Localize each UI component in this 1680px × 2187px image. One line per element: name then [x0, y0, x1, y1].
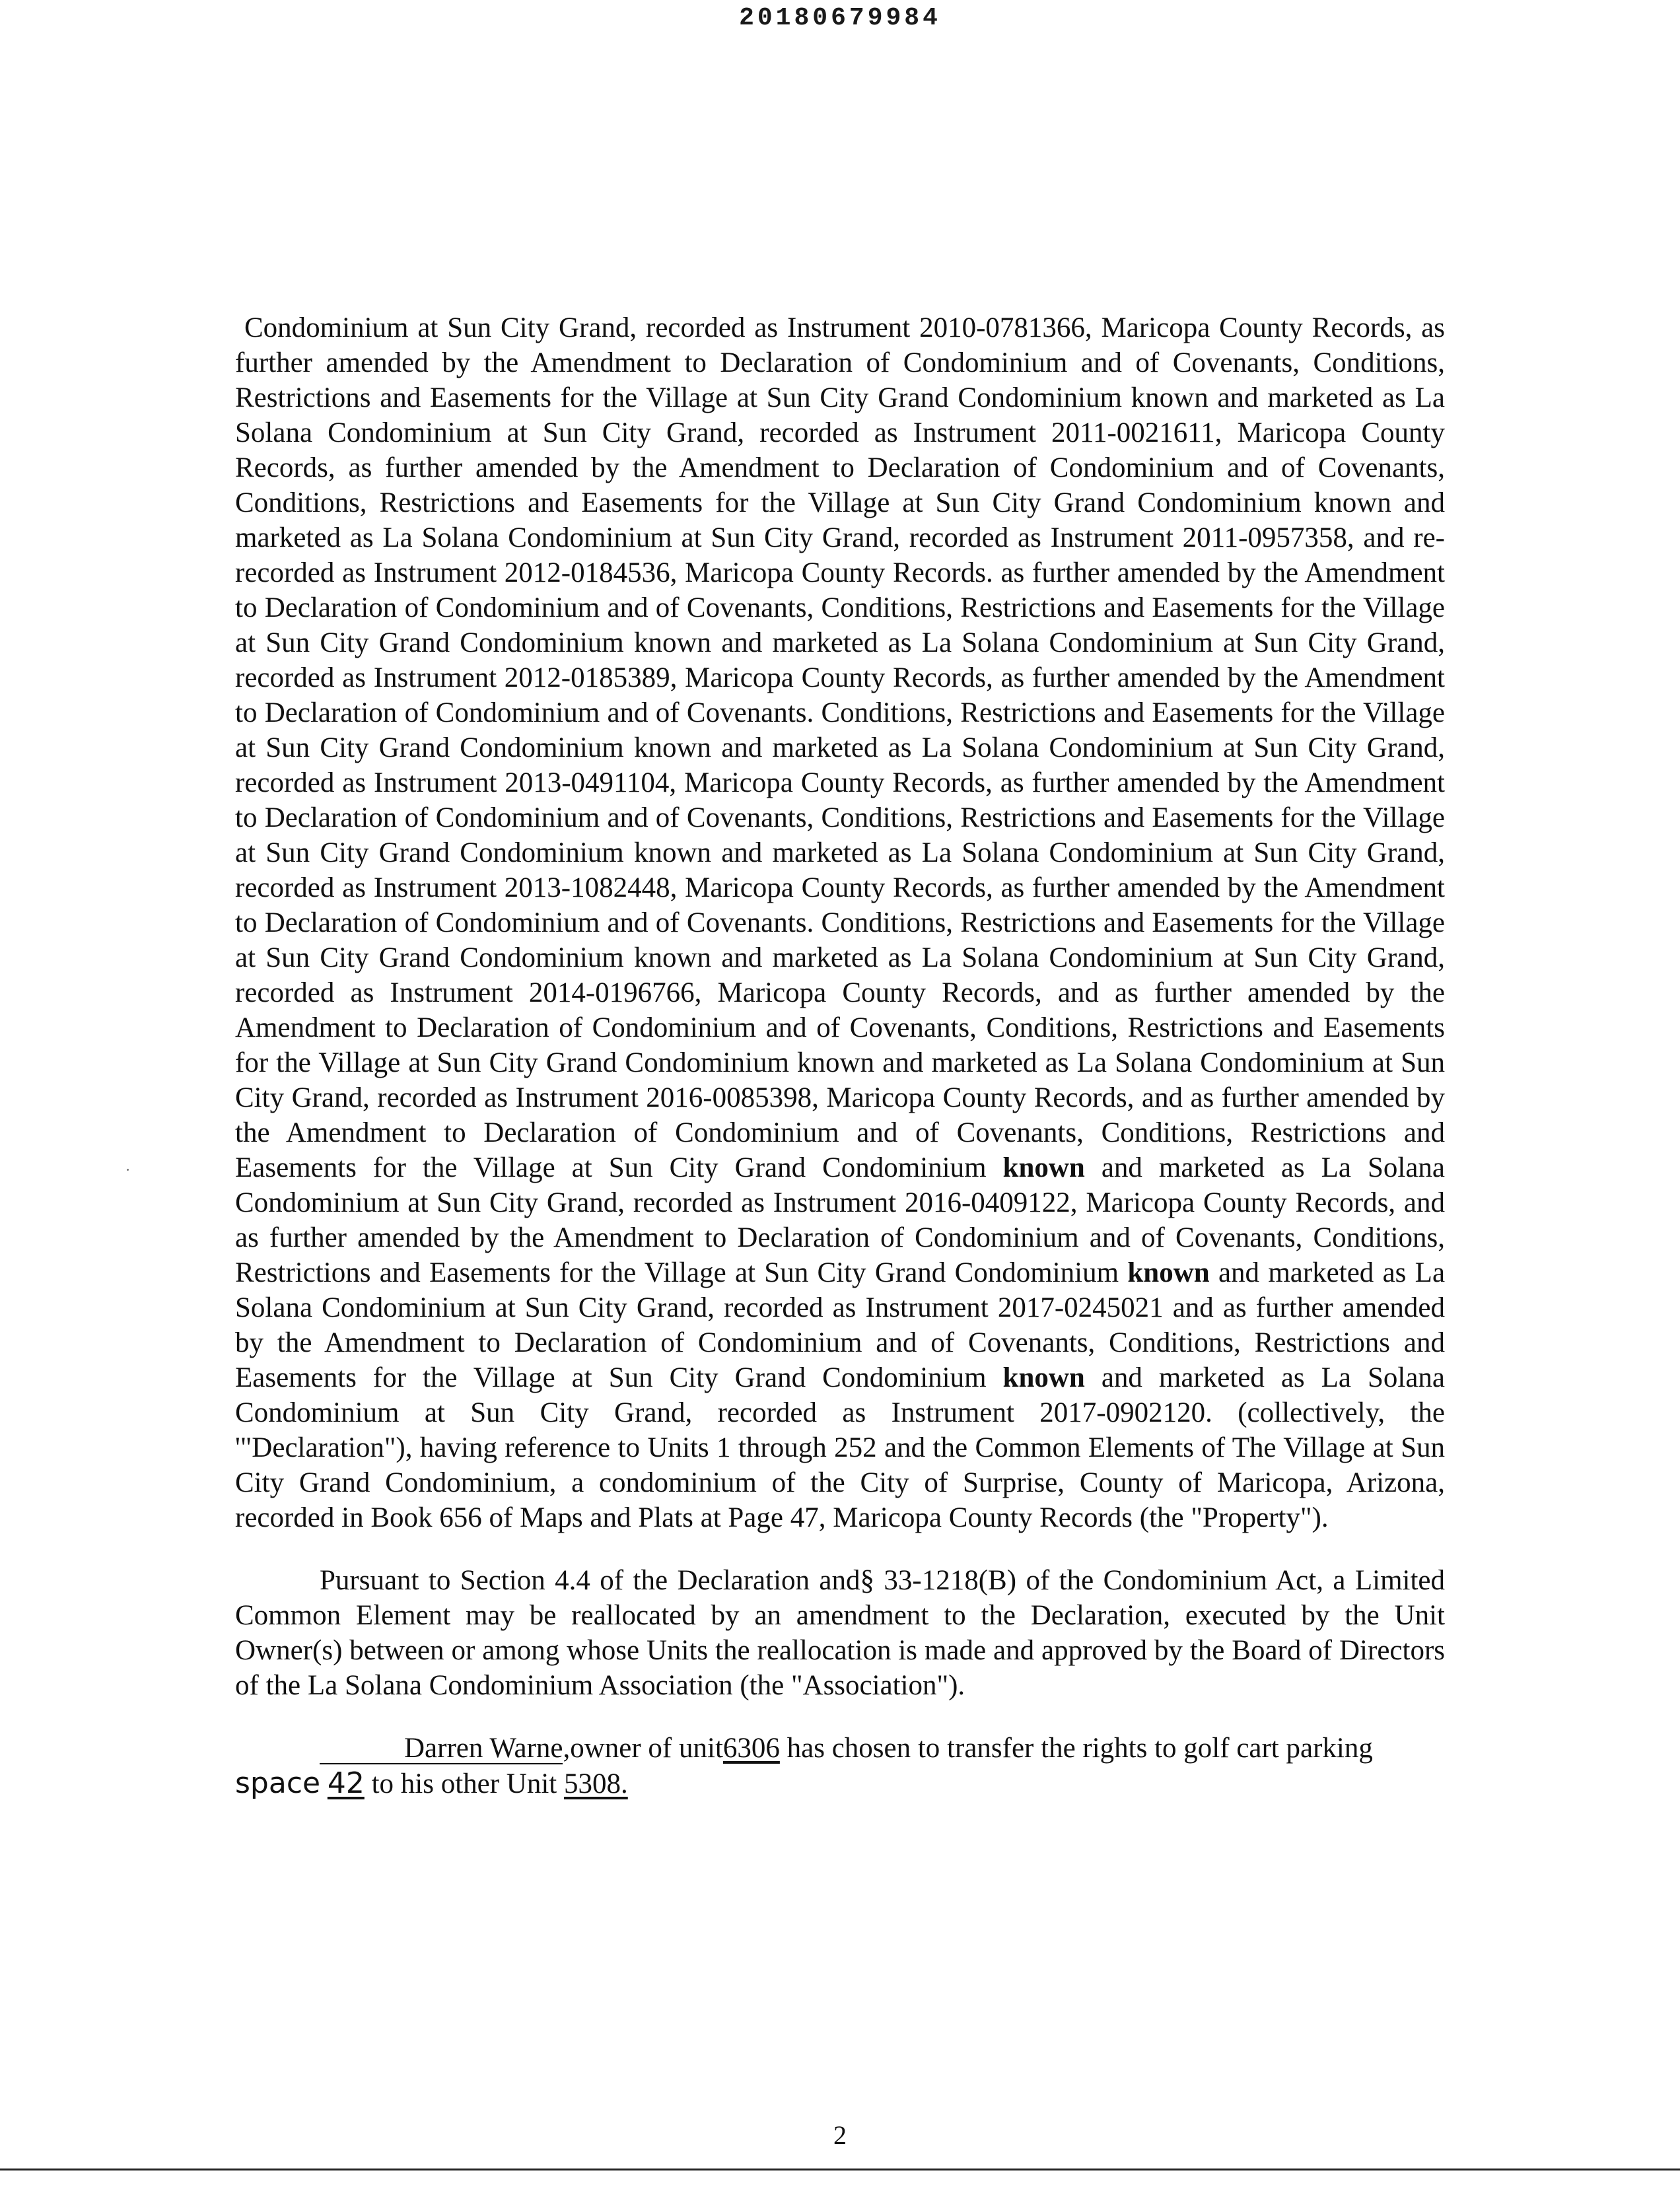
recitals-text-end: and marketed as La Solana Condominium at Sun City Grand, recorded as Instrument 2017-0902120. (collectively, the '"Declaration"), having reference to Units 1 through 252 and the Common Elements of The Village at Sun City Grand Condominium, a condominium of the City of Surprise, County of Maricopa, Arizona, recorded in Book 656 of Maps and Plats at Page 47, Maricopa County Records (the "Property"). — [235, 1362, 1445, 1533]
known-emphasis: known — [1127, 1257, 1210, 1288]
reallocation-paragraph: Pursuant to Section 4.4 of the Declaration and§ 33-1218(B) of the Condominium Act, a Limited Common Element may be reallocated by an amendment to the Declaration, executed by the Unit Owner(s) between or among whose Units the reallocation is made and approved by the Board of Directors of the La Solana Condominium Association (the "Association"). — [235, 1565, 1445, 1701]
known-emphasis: known — [1002, 1362, 1085, 1393]
recording-number: 20180679984 — [739, 4, 941, 32]
owner-name-field: Darren Warne — [320, 1734, 563, 1764]
recitals-text: Condominium at Sun City Grand, recorded as Instrument 2010-0781366, Maricopa County Records, as further amended by the Amendment to Declaration of Condominium and of Covenants, Conditions, Restrictions and Easements for the Village at Sun City Grand Condominium known and marketed as La Solana Condominium at Sun City Grand, recorded as Instrument 2011-0021611, Maricopa County Records, as further amended by the Amendment to Declaration of Condominium and of Covenants, Conditions, Restrictions and Easements for the Village at Sun City Grand Condominium known and marketed as La Solana Condominium at Sun City Grand, recorded as Instrument 2011-0957358, and re-recorded as Instrument 2012-0184536, Maricopa County Records. as further amended by the Amendment to Declaration of Condominium and of Covenants, Conditions, Restrictions and Easements for the Village at Sun City Grand Condominium known and marketed as La Solana Condominium at Sun City Grand, recorded as Instrument 2012-0185389, Maricopa County Records, as further amended by the Amendment to Declaration of Condominium and of Covenants. Conditions, Restrictions and Easements for the Village at Sun City Grand Condominium known and marketed as La Solana Condominium at Sun City Grand, recorded as Instrument 2013-0491104, Maricopa County Records, as further amended by the Amendment to Declaration of Condominium and of Covenants, Conditions, Restrictions and Easements for the Village at Sun City Grand Condominium known and marketed as La Solana Condominium at Sun City Grand, recorded as Instrument 2013-1082448, Maricopa County Records, as further amended by the Amendment to Declaration of Condominium and of Covenants. Conditions, Restrictions and Easements for the Village at Sun City Grand Condominium known and marketed as La Solana Condominium at Sun City Grand, recorded as Instrument 2014-0196766, Maricopa County Records, and as further amended by the Amendment to Declaration of Condominium and of Covenants, Conditions, Restrictions and Easements for the Village at Sun City Grand Condominium known and marketed as La Solana Condominium at Sun City Grand, recorded as Instrument 2016-0085398, Maricopa County Records, and as further amended by the Amendment to Declaration of Condominium and of Covenants, Conditions, Restrictions and Easements for the Village at Sun City Grand Condominium — [235, 312, 1445, 1183]
document-body — [235, 310, 1445, 1801]
from-unit-field: 6306 — [722, 1733, 780, 1764]
transfer-text: to his other Unit — [371, 1768, 557, 1799]
known-emphasis: known — [1002, 1152, 1085, 1183]
space-number-field: 42 — [327, 1766, 365, 1800]
scan-speck — [127, 1169, 129, 1171]
recitals-paragraph — [235, 310, 1445, 1535]
page-number: 2 — [833, 2120, 847, 2150]
transfer-text: has chosen to transfer the rights to golf cart parking — [787, 1733, 1373, 1764]
transfer-text: ,owner of unit — [563, 1733, 723, 1764]
bottom-rule — [0, 2169, 1680, 2170]
to-unit-field: 5308. — [564, 1768, 628, 1799]
recitals-text-continued: and marketed as La Solana Condominium at Sun City Grand, recorded as Instrument 2017-0245021 and as further amended by the Amendment to Declaration of Condominium and of Covenants, Conditions, Restrictions and Easements for the Village at Sun City Grand Condominium — [235, 1257, 1446, 1393]
transfer-statement — [235, 1731, 1445, 1801]
recitals-text-continued: and marketed as La Solana Condominium at Sun City Grand, recorded as Instrument 2016-0409122, Maricopa County Records, and as further amended by the Amendment to Declaration of Condominium and of Covenants, Conditions, Restrictions and Easements for the Village at Sun City Grand Condominium — [235, 1152, 1445, 1288]
space-word: space — [235, 1766, 321, 1800]
